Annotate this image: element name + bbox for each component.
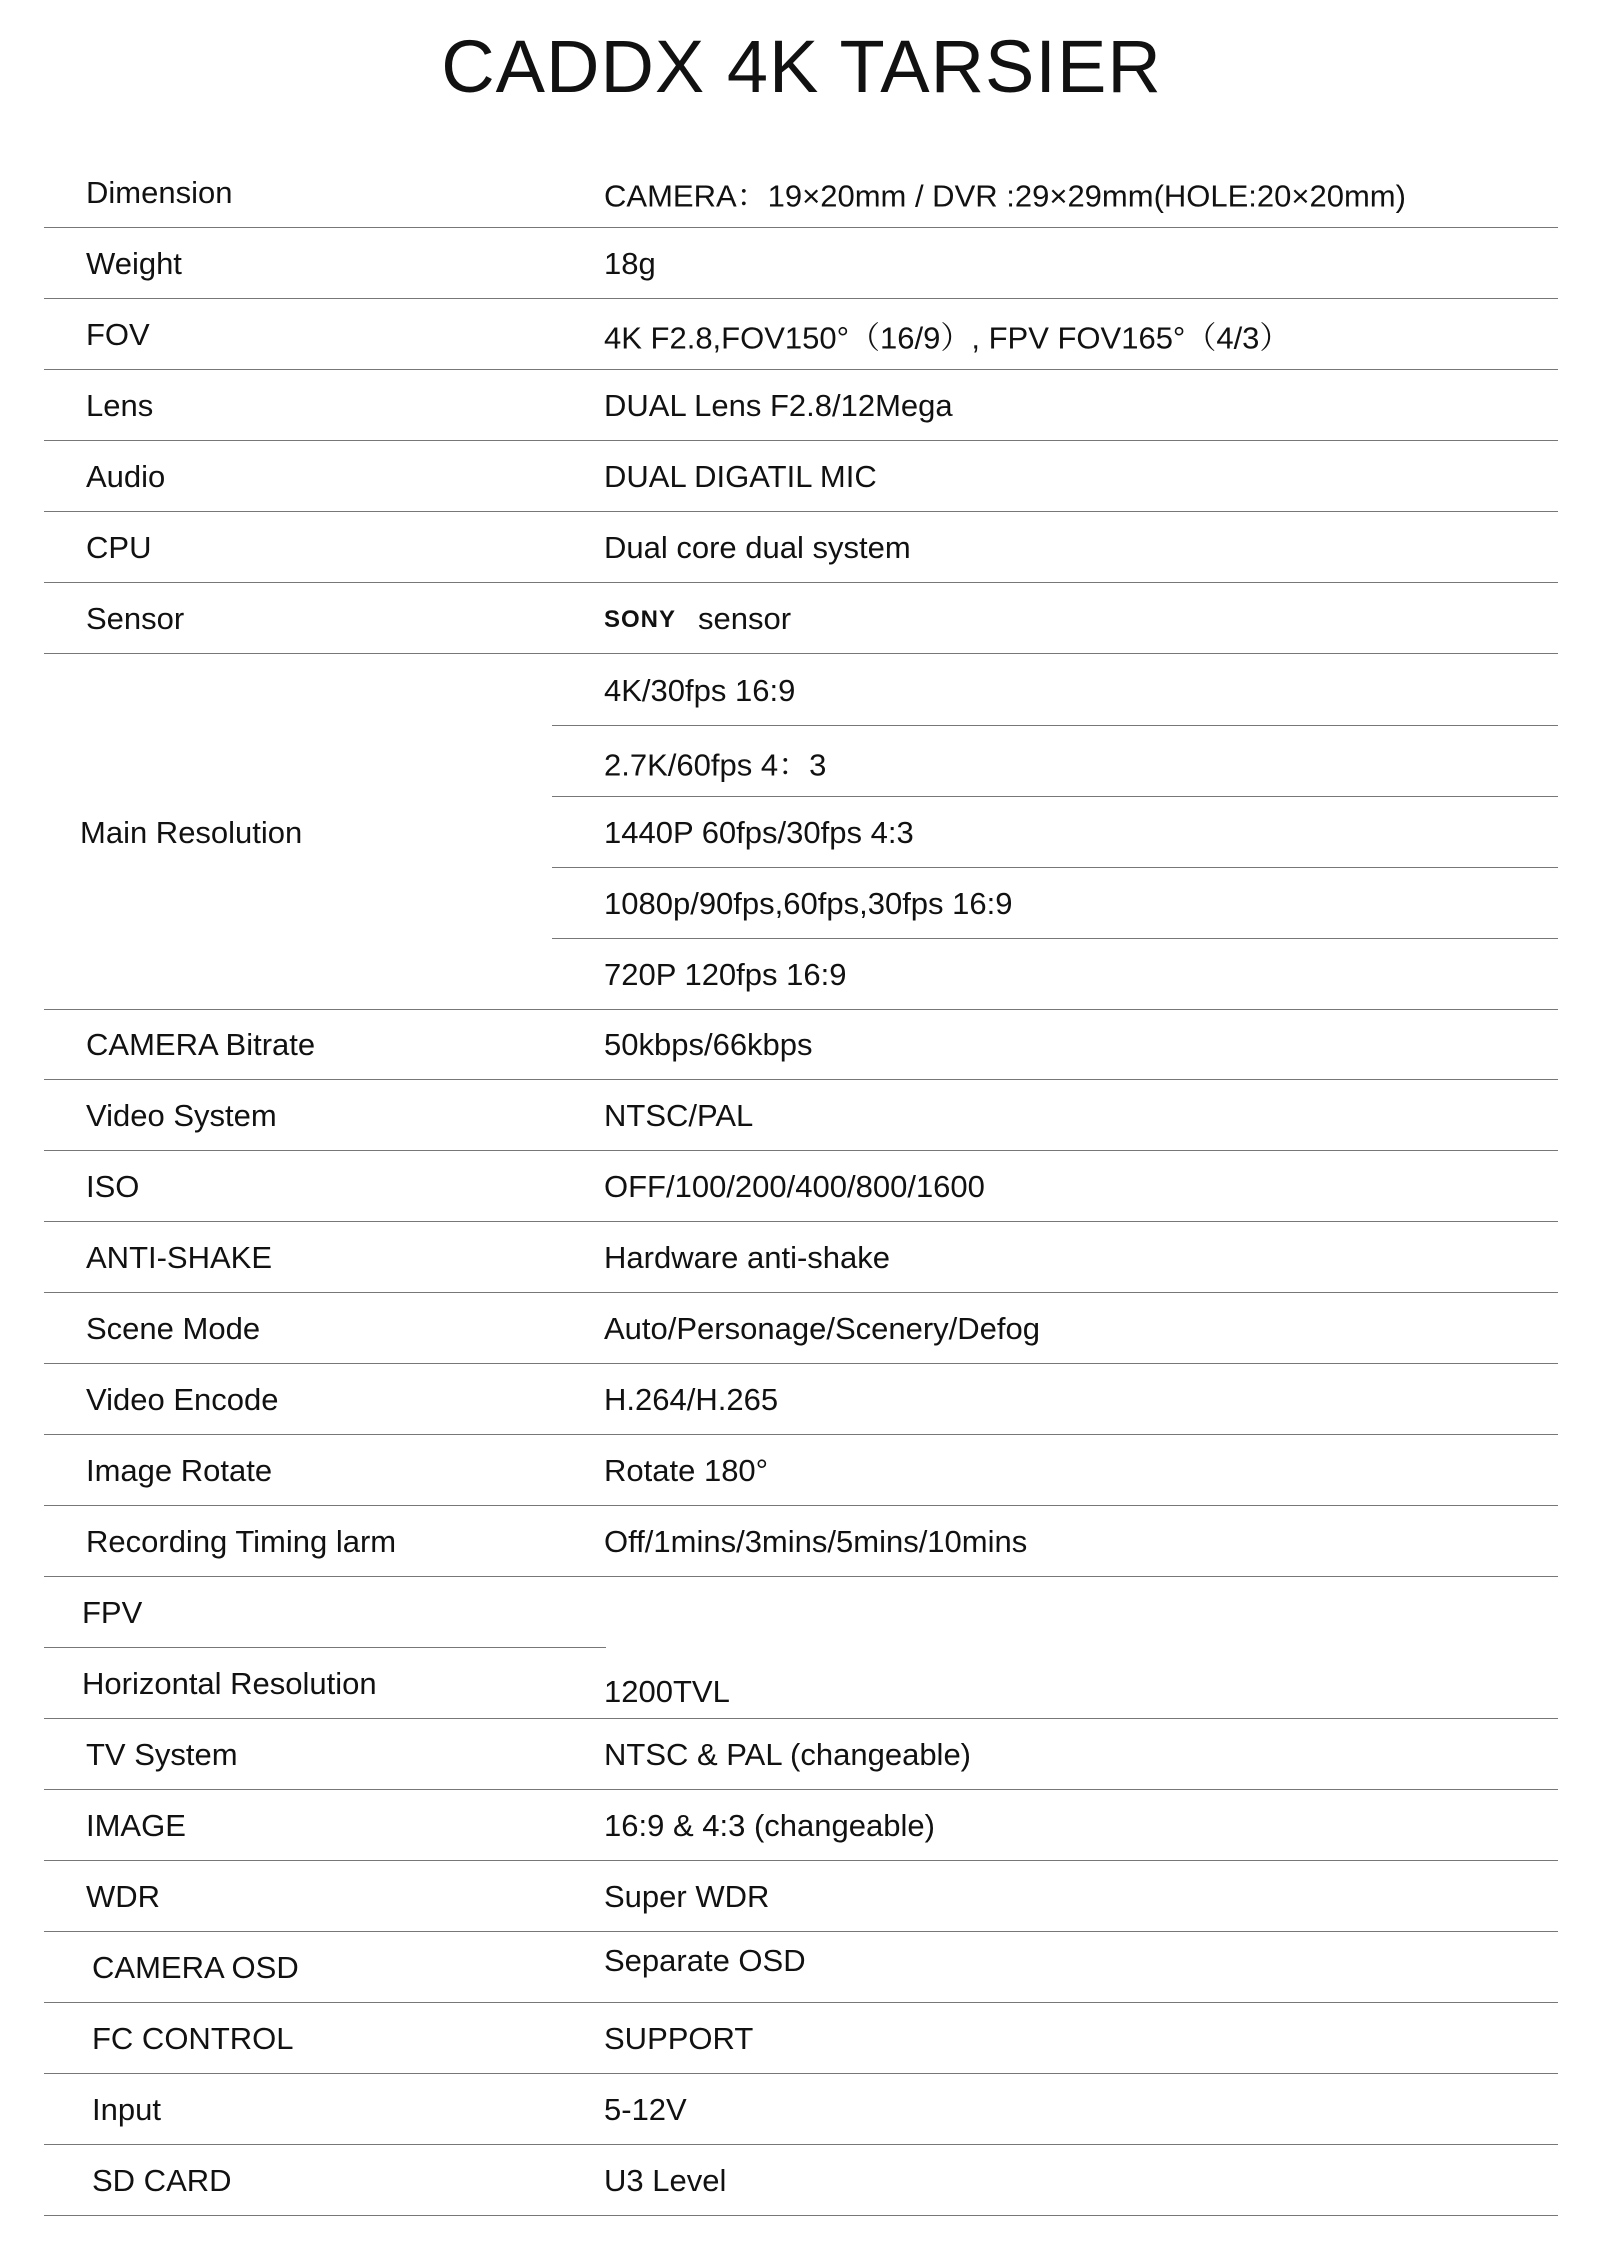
spec-label: FOV (86, 317, 150, 352)
spec-value: H.264/H.265 (604, 1382, 779, 1417)
row-divider (44, 1505, 1558, 1506)
spec-row-camera-osd (44, 1933, 1558, 2003)
spec-row-dimension (44, 158, 1558, 228)
spec-value: 1080p/90fps,60fps,30fps 16:9 (604, 885, 1013, 921)
spec-value: Hardware anti-shake (604, 1240, 891, 1275)
spec-row-horizontal-resolution (44, 1649, 1558, 1719)
spec-label: ANTI-SHAKE (86, 1240, 273, 1275)
row-divider (44, 1860, 1558, 1861)
spec-label: Weight (86, 246, 182, 281)
spec-row-image (44, 1791, 1558, 1861)
spec-label: WDR (86, 1879, 161, 1914)
resolution-option (552, 655, 1558, 726)
spec-value: DUAL Lens F2.8/12Mega (604, 388, 953, 423)
spec-row-anti-shake (44, 1223, 1558, 1293)
row-divider (44, 1221, 1558, 1222)
spec-label: TV System (86, 1737, 238, 1772)
spec-value: 18g (604, 246, 656, 281)
row-divider (44, 653, 1558, 654)
spec-row-fc-control (44, 2004, 1558, 2074)
row-divider (44, 1931, 1558, 1932)
spec-value: SUPPORT (604, 2021, 754, 2056)
row-divider (44, 2073, 1558, 2074)
spec-row-iso (44, 1152, 1558, 1222)
spec-label: SD CARD (92, 2163, 232, 2198)
spec-row-wdr (44, 1862, 1558, 1932)
spec-label: FC CONTROL (92, 2021, 294, 2056)
spec-row-input (44, 2075, 1558, 2145)
spec-label: Video System (86, 1098, 277, 1133)
spec-row-weight (44, 229, 1558, 299)
section-heading: FPV (82, 1595, 143, 1630)
spec-value: CAMERA：19×20mm / DVR :29×29mm(HOLE:20×20mm) (604, 178, 1406, 214)
row-divider (44, 1434, 1558, 1435)
row-divider (44, 440, 1558, 441)
spec-value: NTSC/PAL (604, 1098, 754, 1133)
spec-label: Horizontal Resolution (82, 1666, 377, 1701)
sensor-text: sensor (698, 601, 792, 636)
row-divider (44, 1292, 1558, 1293)
row-divider (44, 1576, 1558, 1577)
row-divider (44, 1789, 1558, 1790)
row-divider (44, 1079, 1558, 1080)
row-divider (44, 1718, 1558, 1719)
spec-value: 1440P 60fps/30fps 4:3 (604, 814, 914, 850)
spec-value: Separate OSD (604, 1943, 806, 1978)
spec-value: NTSC & PAL (changeable) (604, 1737, 972, 1772)
spec-label: IMAGE (86, 1808, 186, 1843)
spec-row-sensor (44, 584, 1558, 654)
spec-label: Main Resolution (80, 814, 303, 850)
fpv-section-header (44, 1578, 1558, 1648)
spec-value: 16:9 & 4:3 (changeable) (604, 1808, 935, 1843)
spec-row-audio (44, 442, 1558, 512)
spec-label: ISO (86, 1169, 140, 1204)
spec-value: U3 Level (604, 2163, 727, 2198)
spec-row-camera-bitrate (44, 1010, 1558, 1080)
spec-label: Video Encode (86, 1382, 279, 1417)
spec-row-fov (44, 300, 1558, 370)
row-divider (44, 1150, 1558, 1151)
spec-value: 5-12V (604, 2092, 687, 2127)
spec-value: 720P 120fps 16:9 (604, 956, 847, 992)
spec-row-lens (44, 371, 1558, 441)
spec-label: Lens (86, 388, 154, 423)
spec-value: 4K F2.8,FOV150°（16/9）, FPV FOV165°（4/3） (604, 320, 1291, 356)
spec-value: Rotate 180° (604, 1453, 769, 1488)
spec-value: Super WDR (604, 1879, 770, 1914)
resolution-option (552, 726, 1558, 797)
spec-label: Scene Mode (86, 1311, 261, 1346)
row-divider (44, 1363, 1558, 1364)
row-divider (44, 1647, 606, 1648)
row-divider (44, 298, 1558, 299)
resolution-option (552, 939, 1558, 1010)
spec-row-scene-mode (44, 1294, 1558, 1364)
spec-row-tv-system (44, 1720, 1558, 1790)
spec-label: Recording Timing larm (86, 1524, 397, 1559)
spec-value: 1200TVL (604, 1674, 730, 1710)
spec-label: Sensor (86, 601, 185, 636)
spec-value: OFF/100/200/400/800/1600 (604, 1169, 985, 1204)
spec-row-cpu (44, 513, 1558, 583)
spec-label: CAMERA Bitrate (86, 1027, 316, 1062)
page-title: CADDX 4K TARSIER (441, 25, 1162, 108)
spec-row-video-encode (44, 1365, 1558, 1435)
spec-value: 4K/30fps 16:9 (604, 672, 796, 708)
spec-value: 2.7K/60fps 4：3 (604, 747, 827, 782)
resolution-option (552, 797, 1558, 868)
resolution-option (552, 868, 1558, 939)
row-divider (44, 2144, 1558, 2145)
row-divider (44, 511, 1558, 512)
spec-value: 50kbps/66kbps (604, 1027, 813, 1062)
row-divider (44, 2215, 1558, 2216)
spec-label: Image Rotate (86, 1453, 273, 1488)
spec-row-video-system (44, 1081, 1558, 1151)
spec-row-sd-card (44, 2146, 1558, 2216)
spec-value: Auto/Personage/Scenery/Defog (604, 1311, 1040, 1346)
spec-label: Dimension (86, 175, 233, 210)
row-divider (44, 369, 1558, 370)
spec-row-recording-timing (44, 1507, 1558, 1577)
sony-logo: SONY (604, 606, 677, 633)
spec-value (604, 601, 791, 637)
row-divider (44, 2002, 1558, 2003)
row-divider (44, 227, 1558, 228)
row-divider (44, 582, 1558, 583)
spec-row-image-rotate (44, 1436, 1558, 1506)
spec-value: DUAL DIGATIL MIC (604, 459, 877, 494)
spec-label: CAMERA OSD (92, 1950, 299, 1985)
main-resolution-group (44, 655, 1558, 1010)
spec-value: Off/1mins/3mins/5mins/10mins (604, 1524, 1028, 1559)
spec-label: CPU (86, 530, 152, 565)
spec-value: Dual core dual system (604, 530, 911, 565)
spec-label: Audio (86, 459, 166, 494)
spec-label: Input (92, 2092, 161, 2127)
